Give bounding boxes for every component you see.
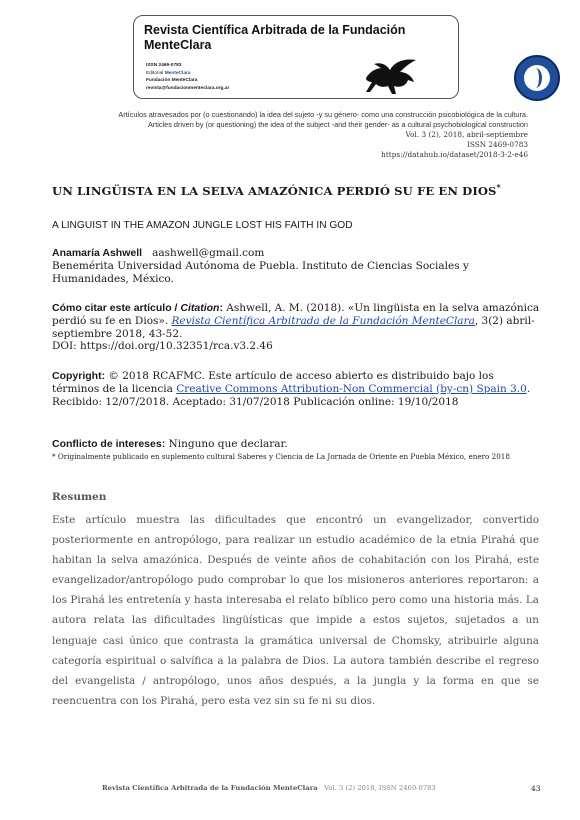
page-footer	[102, 784, 436, 792]
author-block	[52, 247, 532, 286]
menteclara-logo-icon	[514, 55, 560, 101]
citation-label: Cómo citar este artículo /	[52, 302, 181, 314]
conflict-label: Conflicto de intereses:	[52, 438, 166, 450]
journal-link[interactable]: Revista Científica Arbitrada de la Fundación MenteClara	[171, 314, 475, 327]
copyright-block: Copyright: © 2018 RCAFMC. Este artículo de acceso abierto es distribuido bajo los términos de la licencia Creative Commons Attribution-Non Commercial (by-cn) Spain 3.0. Recibido: 12/07/2018. Aceptado: 31/07/2018 Publicación online: 19/10/2018	[52, 370, 531, 408]
banner-fundacion: Fundación MenteClara	[146, 78, 198, 83]
tagline-en: Articles driven by (or questioning) the idea of the subject -and their gender- as a cultural psychobiological construction	[147, 120, 528, 129]
banner-issn: ISSN 2469-0783	[146, 63, 182, 68]
header-info	[118, 110, 528, 160]
footer-journal: Revista Científica Arbitrada de la Fundación MenteClara	[102, 784, 318, 792]
dataset-url: https://datahub.io/dataset/2018-3-2-e46	[381, 150, 528, 159]
article-subtitle: A LINGUIST IN THE AMAZON JUNGLE LOST HIS FAITH IN GOD	[52, 220, 353, 231]
citation-doi: DOI: https://doi.org/10.32351/rca.v3.2.46	[52, 340, 273, 353]
page-number: 43	[531, 784, 541, 793]
tagline-es: Artículos atravesados por (o cuestionando) la idea del sujeto -y su género- como una construcción psicobiológica de la cultura.	[118, 110, 528, 119]
article-title: UN LINGÜISTA EN LA SELVA AMAZÓNICA PERDIÓ SU FE EN DIOS*	[52, 182, 501, 198]
journal-banner	[133, 15, 459, 99]
issn-info: ISSN 2469-0783	[466, 140, 528, 149]
citation-block: Cómo citar este artículo / Citation: Ashwell, A. M. (2018). «Un lingüista en la selva amazónica perdió su fe en Dios». Revista Científica Arbitrada de la Fundación MenteClara, 3(2) abril-septiembre 2018, 43-52. DOI: https://doi.org/10.32351/rca.v3.2.46	[52, 302, 540, 353]
author-email[interactable]: aashwell@gmail.com	[152, 247, 265, 259]
author-affiliation: Benemérita Universidad Autónoma de Puebla. Instituto de Ciencias Sociales y Humanidades, México.	[52, 260, 469, 285]
author-name: Anamaría Ashwell	[52, 247, 143, 259]
banner-info	[146, 62, 276, 92]
banner-email: revista@fundacionmenteclara.org.ar	[146, 85, 230, 91]
footer-volume: Vol. 3 (2) 2018, ISSN 2469-0783	[324, 784, 436, 792]
banner-editorial: Editorial MenteClara	[146, 70, 191, 76]
abstract-heading: Resumen	[52, 491, 107, 503]
abstract-text: Este artículo muestra las dificultades que encontró un evangelizador, convertido posteriormente en antropólogo, para realizar un estudio académico de la etnia Pirahá que habitan la selva amazónica. Después de veinte años de cohabitación con los Pirahá, este evangelizador/antropólogo pudo comprobar lo que los misioneros anteriores reportaron: a los Pirahá les entretenía y hasta interesaba el relato bíblico pero como una historia más. La autora relata las dificultades lingüísticas que impide a estos sujetos, sujetados a un lenguaje casi único que contrasta la gramática universal de Chomsky, atribuirle alguna categoría espiritual o salvífica a la palabra de Dios. La autora también describe el regreso del evangelista / antropólogo, unos años después, a la jungla y la forma en que se reencuentra con los Pirahá, pero esta vez sin su fe ni su dios.	[52, 514, 539, 707]
license-link[interactable]: Creative Commons Attribution-Non Commercial (by-cn) Spain 3.0	[176, 382, 527, 395]
copyright-label: Copyright:	[52, 370, 106, 382]
pegasus-logo-icon	[360, 56, 422, 96]
journal-title: Revista Científica Arbitrada de la Fundación MenteClara	[144, 23, 406, 52]
footnote: * Originalmente publicado en suplemento cultural Saberes y Ciencia de La Jornada de Oriente en Puebla México, enero 2018	[52, 452, 510, 461]
citation-label-en: Citation	[180, 302, 220, 314]
title-footnote-mark: *	[496, 182, 501, 192]
volume-info: Vol. 3 (2), 2018, abril-septiembre	[405, 130, 528, 139]
conflict-block: Conflicto de intereses: Ninguno que declarar.	[52, 438, 288, 450]
